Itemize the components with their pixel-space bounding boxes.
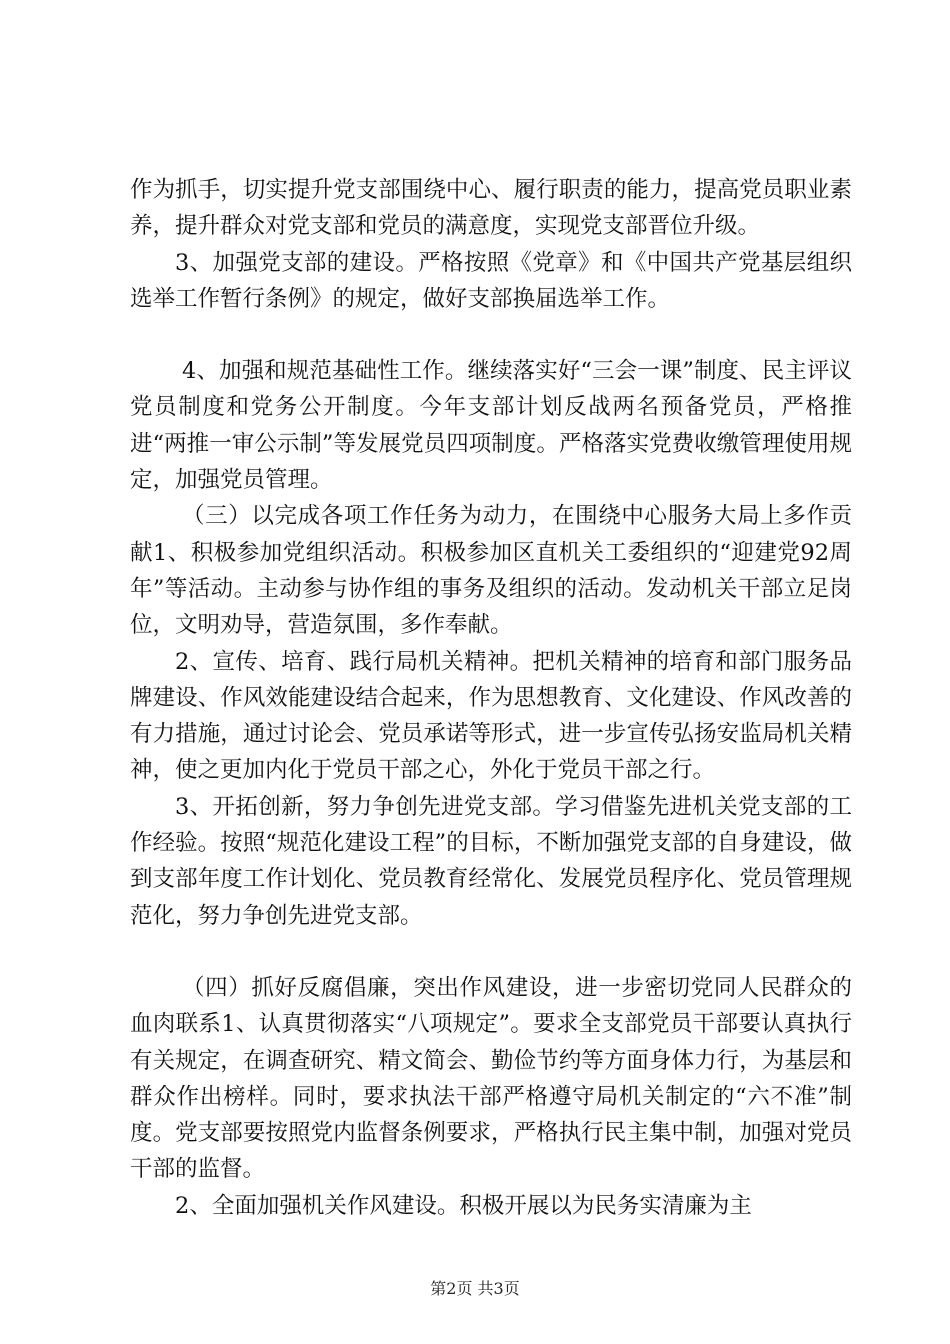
paragraph-section-four: （四）抓好反腐倡廉，突出作风建设，进一步密切党同人民群众的血肉联系1、认真贯彻落实“八项规定”。要求全支部党员干部要认真执行有关规定，在调查研究、精文简会、勤俭节约等方面身体力行，为基层和群众作出榜样。同时，要求执法干部严格遵守局机关制定的“六不准”制度。党支部要按照党内监督条例要求，严格执行民主集中制，加强对党员干部的监督。 <box>130 974 852 1183</box>
paragraph-work-style: 2、全面加强机关作风建设。积极开展以为民务实清廉为主 <box>175 1192 752 1219</box>
page-number-footer: 第2页 共3页 <box>430 1279 520 1298</box>
paragraph-spirit-promotion: 2、宣传、培育、践行局机关精神。把机关精神的培育和部门服务品牌建设、作风效能建设结合起来，作为思想教育、文化建设、作风改善的有力措施，通过讨论会、党员承诺等形式，进一步宣传弘扬安监局机关精神，使之更加内化于党员干部之心，外化于党员干部之行。 <box>130 648 852 784</box>
paragraph-innovation: 3、开拓创新，努力争创先进党支部。学习借鉴先进机关党支部的工作经验。按照“规范化建设工程”的目标，不断加强党支部的自身建设，做到支部年度工作计划化、党员教育经常化、发展党员程序化、党员管理规范化，努力争创先进党支部。 <box>130 793 852 929</box>
paragraph-section-three: （三）以完成各项工作任务为动力，在围绕中心服务大局上多作贡献1、积极参加党组织活动。积极参加区直机关工委组织的“迎建党92周年”等活动。主动参与协作组的事务及组织的活动。发动机关干部立足岗位，文明劝导，营造氛围，多作奉献。 <box>130 503 852 639</box>
paragraph-continuation: 作为抓手，切实提升党支部围绕中心、履行职责的能力，提高党员职业素养，提升群众对党支部和党员的满意度，实现党支部晋位升级。 <box>130 177 852 240</box>
document-body <box>130 172 852 1224</box>
paragraph-basic-work: 4、加强和规范基础性工作。继续落实好“三会一课”制度、民主评议党员制度和党务公开制度。今年支部计划反战两名预备党员，严格推进“两推一审公示制”等发展党员四项制度。严格落实党费收缴管理使用规定，加强党员管理。 <box>130 358 852 494</box>
paragraph-branch-building: 3、加强党支部的建设。严格按照《党章》和《中国共产党基层组织选举工作暂行条例》的规定，做好支部换届选举工作。 <box>130 249 852 312</box>
